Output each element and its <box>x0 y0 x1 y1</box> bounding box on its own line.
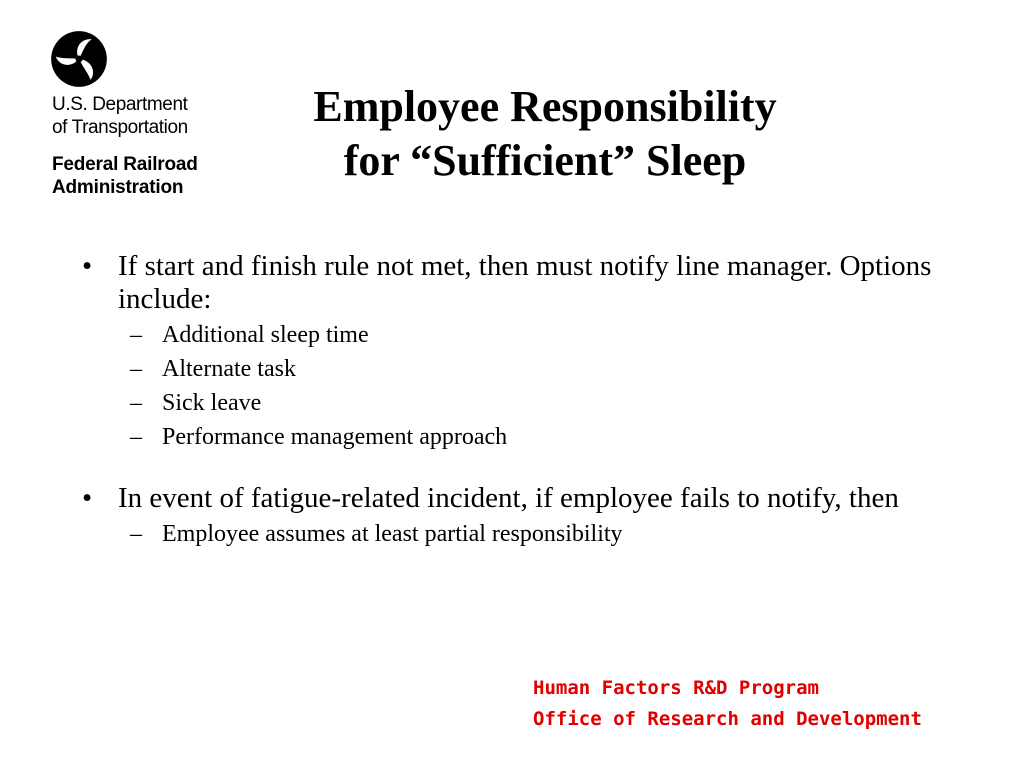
bullet-list <box>80 250 990 551</box>
sub-bullet-item <box>80 420 990 454</box>
sub-bullet-text: Performance management approach <box>162 424 508 450</box>
bullet-marker: • <box>82 482 93 514</box>
sub-bullet-item <box>80 517 990 551</box>
sub-bullet-item <box>80 352 990 386</box>
bullet-text: If start and finish rule not met, then must notify line manager. Options include: <box>118 250 932 315</box>
dot-fra-logo <box>46 30 226 205</box>
sub-bullet-text: Employee assumes at least partial responsibility <box>162 521 623 547</box>
dash-marker: – <box>130 322 142 348</box>
sub-bullet-list <box>80 318 990 454</box>
logo-department-line2: of Transportation <box>52 117 188 138</box>
footer-line-2: Office of Research and Development <box>533 708 922 730</box>
bullet-spacer <box>80 454 990 482</box>
bullet-marker: • <box>82 250 93 282</box>
sub-bullet-text: Sick leave <box>162 390 262 416</box>
bullet-item <box>80 482 990 515</box>
title-line-1: Employee Responsibility <box>313 82 777 131</box>
dash-marker: – <box>130 424 142 450</box>
dash-marker: – <box>130 390 142 416</box>
dash-marker: – <box>130 521 142 547</box>
sub-bullet-item <box>80 318 990 352</box>
sub-bullet-text: Alternate task <box>162 356 296 382</box>
logo-agency-line2: Administration <box>52 177 184 198</box>
sub-bullet-list <box>80 517 990 551</box>
logo-department-line1: U.S. Department <box>52 94 188 115</box>
dot-triskelion-icon <box>50 30 108 88</box>
title-line-2: for “Sufficient” Sleep <box>343 136 747 185</box>
logo-agency-line1: Federal Railroad <box>52 154 198 175</box>
footer-program-credit <box>533 673 922 735</box>
sub-bullet-item <box>80 386 990 420</box>
slide-title <box>235 80 855 188</box>
bullet-item <box>80 250 990 316</box>
bullet-text: In event of fatigue-related incident, if employee fails to notify, then <box>118 482 899 514</box>
sub-bullet-text: Additional sleep time <box>162 322 369 348</box>
footer-line-1: Human Factors R&D Program <box>533 677 819 699</box>
dash-marker: – <box>130 356 142 382</box>
